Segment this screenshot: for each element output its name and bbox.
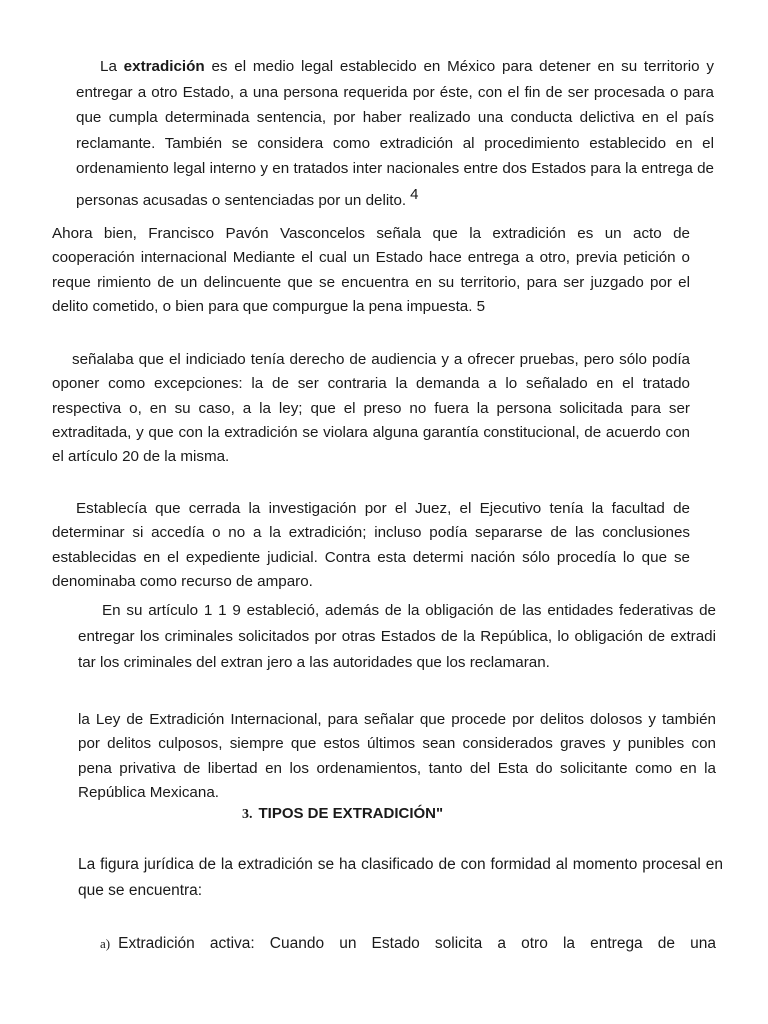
paragraph-investigacion: Establecía que cerrada la investigación por el Juez, el Ejecutivo tenía la facultad de determinar si accedía o no a la extradición; incluso podía separarse de las conclusiones establecidas en el expediente judicial. Contra esta determi nación sólo procedía lo que se denominaba como recurso de amparo.	[52, 500, 690, 590]
list-marker: a)	[100, 936, 111, 951]
bold-term: extradición	[123, 58, 205, 75]
list-item-extradicion-activa	[100, 935, 716, 953]
section-number: 3.	[242, 807, 253, 822]
paragraph-indiciado: señalaba que el indiciado tenía derecho de audiencia y a ofrecer pruebas, pero sólo podía oponer como excepciones: la de ser contraria la demanda a lo señalado en el tratado respectiva o, en su caso, a la ley; que el preso no fuera la persona solicitada para ser extraditada, y que con la extradición se violara alguna garantía constitucional, de acuerdo con el artículo 20 de la misma.	[52, 351, 690, 466]
paragraph-text: es el medio legal establecido en México para detener en su territorio y entregar a otro Estado, a una persona requerida por éste, con el fin de ser procesada o para que cumpla determinada sentencia, por haber realizado una conducta delictiva en el país reclamante. También se considera como extradición al procedimiento establecido en el ordenamiento legal interno y en tratados inter nacionales entre dos Estados para la entrega de personas acusadas o sentenciadas por un delito.	[76, 58, 714, 209]
paragraph-articulo-119: En su artículo 1 1 9 estableció, además de la obligación de las entidades federativas de entregar los criminales solicitados por otras Estados de la República, lo obligación de extradi tar los criminales del extran jero a las autoridades que los reclamaran.	[78, 602, 716, 671]
list-item-text: Extradición activa: Cuando un Estado solicita a otro la entrega de una	[118, 935, 716, 952]
section-title: TIPOS DE EXTRADICIÓN"	[258, 805, 444, 822]
section-heading	[242, 805, 443, 823]
paragraph-lead: La	[100, 58, 124, 75]
paragraph-ley-extradicion: la Ley de Extradición Internacional, para señalar que procede por delitos dolosos y también por delitos culposos, siempre que estos últimos sean considerados graves y punibles con pena privativa de libertad en los ordenamientos, tanto del Esta do solicitante como en la República Mexicana.	[78, 711, 716, 801]
paragraph-pavon-vasconcelos: Ahora bien, Francisco Pavón Vasconcelos señala que la extradición es un acto de cooperación internacional Mediante el cual un Estado hace entrega a otro, previa petición o reque rimiento de un delincuente que se encuentra en su territorio, para ser juzgado por el delito cometido, o bien para que compurgue la pena impuesta. 5	[52, 225, 690, 315]
paragraph-figura-juridica: La figura jurídica de la extradición se ha clasificado de con formidad al momento procesal en que se encuentra:	[78, 856, 723, 899]
footnote-marker: 4	[410, 185, 419, 203]
paragraph-extradicion-definition	[76, 54, 714, 213]
